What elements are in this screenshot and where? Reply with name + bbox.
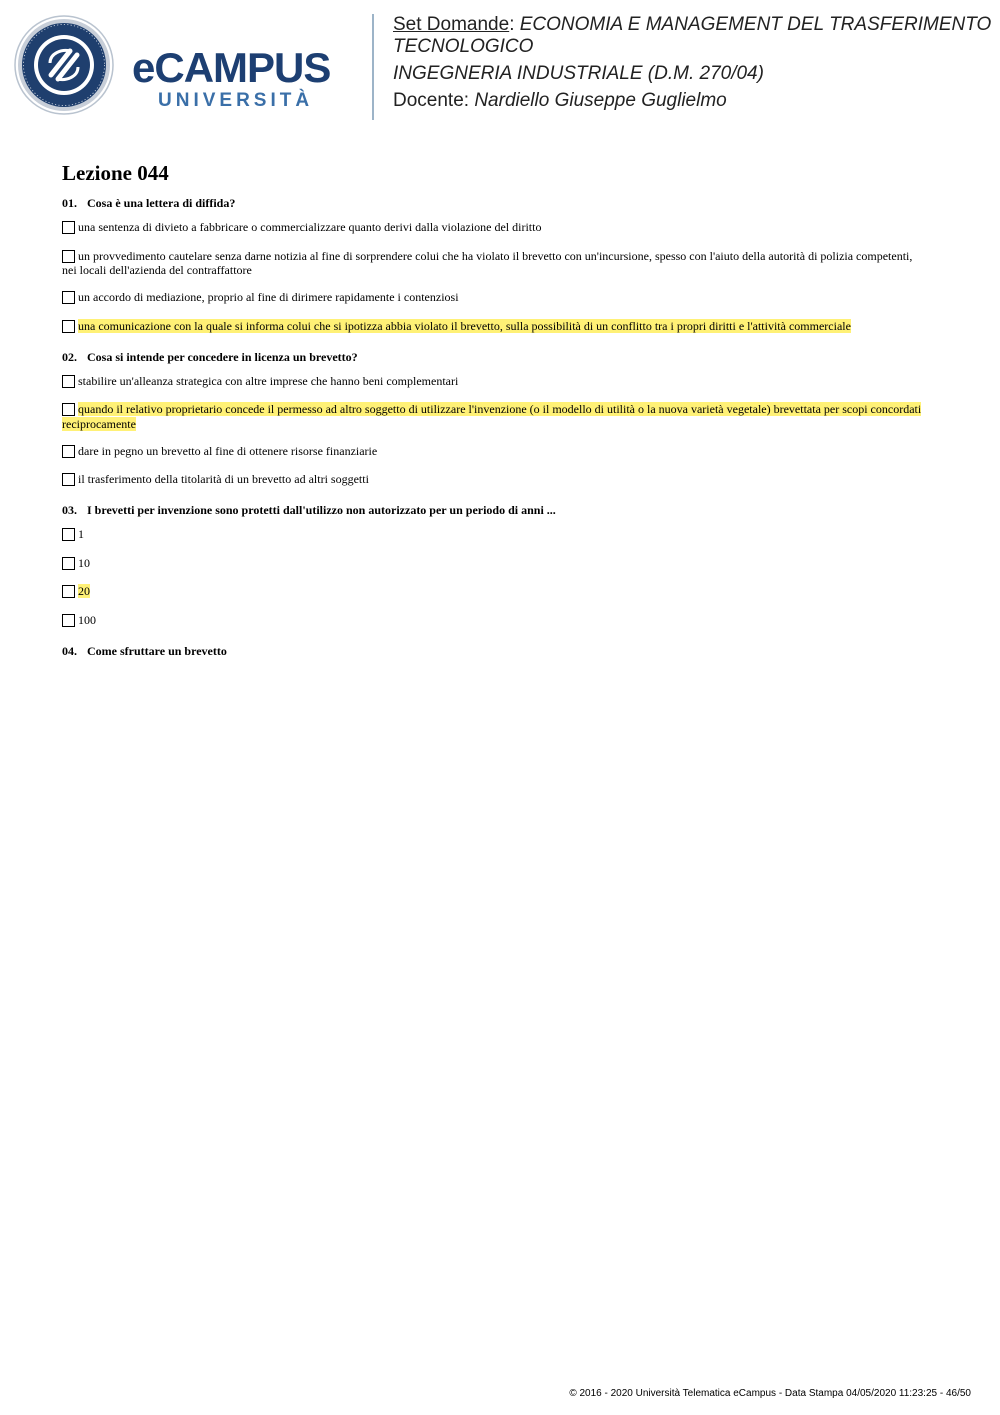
question-text	[62, 502, 922, 518]
answer-text-highlighted: 20	[78, 584, 90, 598]
answer-option	[62, 220, 922, 236]
answer-checkbox[interactable]	[62, 445, 75, 458]
answer-checkbox[interactable]	[62, 528, 75, 541]
lesson-title: Lezione 044	[62, 161, 169, 185]
course-title: ECONOMIA E MANAGEMENT DEL TRASFERIMENTO TECNOLOGICO	[393, 14, 992, 57]
answer-checkbox[interactable]	[62, 250, 75, 263]
answer-checkbox[interactable]	[62, 557, 75, 570]
answer-text: un accordo di mediazione, proprio al fine di dirimere rapidamente i contenziosi	[78, 290, 459, 304]
question-03	[62, 502, 922, 629]
teacher-label: Docente:	[393, 90, 470, 111]
answer-text: dare in pegno un brevetto al fine di ottenere risorse finanziarie	[78, 443, 378, 458]
question-label: Cosa si intende per concedere in licenza un brevetto?	[87, 349, 358, 364]
answer-checkbox[interactable]	[62, 375, 75, 388]
question-02	[62, 349, 922, 489]
degree-name: INGEGNERIA INDUSTRIALE (D.M. 270/04)	[393, 63, 764, 84]
answer-checkbox[interactable]	[62, 614, 75, 627]
degree-line	[393, 63, 993, 85]
question-number: 04.	[62, 643, 77, 658]
answer-text-highlighted: una comunicazione con la quale si informa colui che si ipotizza abbia violato il brevetto, sulla possibilità di un conflitto tra i propri diritti e l'attività commerciale	[78, 318, 851, 333]
answer-text: 100	[78, 612, 96, 627]
answer-text: il trasferimento della titolarità di un brevetto ad altri soggetti	[78, 472, 369, 486]
answer-option-correct	[62, 402, 922, 431]
answer-option	[62, 374, 922, 390]
answer-option	[62, 613, 922, 629]
question-number: 03.	[62, 503, 77, 517]
question-text	[62, 349, 922, 365]
answer-checkbox[interactable]	[62, 221, 75, 234]
course-line	[393, 14, 993, 58]
answer-checkbox[interactable]	[62, 585, 75, 598]
set-domande-label: Set Domande	[393, 14, 510, 35]
answer-checkbox[interactable]	[62, 291, 75, 304]
answer-option	[62, 472, 922, 488]
logo-sub-text: UNIVERSITÀ	[158, 90, 314, 111]
answer-option	[62, 444, 922, 460]
page-footer: © 2016 - 2020 Università Telematica eCampus - Data Stampa 04/05/2020 11:23:25 - 46/50	[569, 1388, 971, 1399]
answer-text: una sentenza di divieto a fabbricare o commercializzare quanto derivi dalla violazione del diritto	[78, 220, 542, 234]
answer-text: 1	[78, 527, 84, 541]
answer-text: 10	[78, 555, 90, 570]
logo-brand-text: eCAMPUS	[132, 44, 331, 91]
course-info	[393, 14, 993, 112]
answer-option	[62, 556, 922, 572]
question-label: Come sfruttare un brevetto	[87, 643, 227, 658]
answer-option	[62, 527, 922, 543]
question-text	[62, 643, 922, 659]
set-separator: :	[509, 14, 515, 35]
question-01	[62, 195, 922, 335]
page-header	[0, 0, 1000, 130]
answer-option-correct	[62, 319, 922, 335]
answer-checkbox[interactable]	[62, 473, 75, 486]
ecampus-seal-logo	[14, 15, 114, 115]
question-text	[62, 195, 922, 211]
question-number: 01.	[62, 196, 77, 210]
question-04	[62, 643, 922, 659]
answer-text: un provvedimento cautelare senza darne notizia al fine di sorprendere colui che ha violato il brevetto con un'incursione, spesso con l'aiuto della autorità di polizia competenti, nei locali dell'azienda del contraffattore	[62, 248, 913, 277]
answer-text: stabilire un'alleanza strategica con altre imprese che hanno beni complementari	[78, 373, 459, 388]
question-set	[62, 160, 922, 673]
answer-option	[62, 290, 922, 306]
answer-option	[62, 249, 922, 278]
question-label: I brevetti per invenzione sono protetti dall'utilizzo non autorizzato per un periodo di anni ...	[87, 503, 556, 517]
answer-checkbox[interactable]	[62, 320, 75, 333]
answer-text-highlighted: quando il relativo proprietario concede il permesso ad altro soggetto di utilizzare l'invenzione (o il modello di utilità o la nuova varietà vegetale) brevettata per scopi concordati reciprocamente	[62, 402, 922, 431]
answer-option-correct	[62, 584, 922, 600]
answer-checkbox[interactable]	[62, 403, 75, 416]
ecampus-wordmark-logo	[132, 44, 362, 112]
header-divider	[372, 14, 374, 120]
question-number: 02.	[62, 349, 77, 364]
teacher-name: Nardiello Giuseppe Guglielmo	[474, 90, 727, 111]
teacher-line	[393, 90, 993, 112]
question-label: Cosa è una lettera di diffida?	[87, 196, 236, 210]
